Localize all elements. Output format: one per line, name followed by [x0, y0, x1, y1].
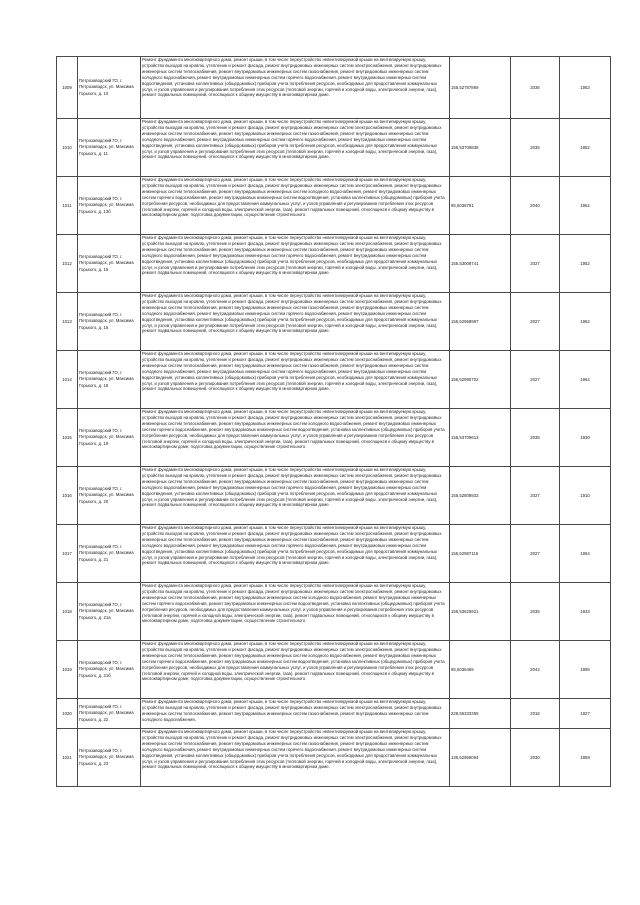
table-row: [57, 729, 611, 787]
cost-cell: [450, 641, 511, 699]
repair-works-cell-text: Ремонт фундамента многоквартирного дома, ремонт крыши, в том числе переустройство невентилируемой крыши на вентилируемую крышу, устройство выходов на кровлю, утепление и ремонт фасада, ремонт внутридомовых инженерных систем электроснабжения, ремонт внутридомовых инженерных систем теплоснабжения, ремонт внутридомовых инженерных систем газоснабжения, ремонт внутридомовых инженерных систем холодного водоснабжения, ремонт внутридомовых инженерных систем горячего водоснабжения, ремонт внутридомовых инженерных систем водоотведения, установка коллективных (общедомовых) приборов учета потребления ресурсов, необходимых для предоставления коммунальных услуг, и узлов управления и регулирования потребления этих ресурсов (тепловой энергии, горячей и холодной воды, электрической энергии, газа), ремонт подвальных помещений, относящихся к общему имуществу в многоквартирном доме.: [142, 119, 442, 160]
address-cell: [78, 409, 141, 467]
address-cell-text: Петрозаводский ГО, г. Петрозаводск, ул. Максима Горького, д. 20: [79, 486, 134, 504]
cost-cell-text: 155,53625921: [451, 608, 479, 614]
cost-cell-text: 229,55333355: [451, 710, 479, 716]
address-cell-text: Петрозаводский ГО, г. Петрозаводск, ул. Максима Горького, д. 21б: [79, 660, 134, 678]
row-number-cell: [57, 351, 78, 409]
repair-works-cell-text: Ремонт фундамента многоквартирного дома, ремонт крыши, в том числе переустройство невентилируемой крыши на вентилируемую крышу, устройство выходов на кровлю, утепление и ремонт фасада, ремонт внутридомовых инженерных систем электроснабжения, ремонт внутридомовых инженерных систем теплоснабжения, ремонт внутридомовых инженерных систем газоснабжения, ремонт внутридомовых инженерных систем холодного водоснабжения, ремонт внутридомовых инженерных систем горячего водоснабжения, ремонт внутридомовых инженерных систем водоотведения, установка коллективных (общедомовых) приборов учета потребления ресурсов, необходимых для предоставления коммунальных услуг, и узлов управления и регулирования потребления этих ресурсов (тепловой энергии, горячей и холодной воды, электрической энергии, газа), ремонт подвальных помещений, относящихся к общему имуществу в многоквартирном доме.: [142, 351, 442, 392]
row-number-cell: [57, 293, 78, 351]
row-number-cell: [57, 641, 78, 699]
planned-year-cell-text: 2027: [530, 260, 540, 266]
cost-cell-text: 155,52968997: [451, 318, 479, 324]
planned-year-cell-text: 2035: [530, 434, 540, 440]
build-year-cell: [560, 177, 611, 235]
cost-cell-text: 95,5036791: [451, 202, 474, 208]
repair-works-cell-text: Ремонт фундамента многоквартирного дома, ремонт крыши, в том числе переустройство невентилируемой крыши на вентилируемую крышу, устройство выходов на кровлю, утепление и ремонт фасада, ремонт внутридомовых инженерных систем электроснабжения, ремонт внутридомовых инженерных систем теплоснабжения, ремонт внутридомовых инженерных систем газоснабжения, ремонт внутридомовых инженерных систем холодного водоснабжения, ремонт внутридомовых инженерных систем горячего водоснабжения, ремонт внутридомовых инженерных систем водоотведения, установка коллективных (общедомовых) приборов учета потребления ресурсов, необходимых для предоставления коммунальных услуг, и узлов управления и регулирования потребления этих ресурсов (тепловой энергии, горячей и холодной воды, электрической энергии, газа), ремонт подвальных помещений, относящихся к общему имуществу в многоквартирном доме.: [142, 57, 442, 98]
repair-works-cell: [141, 351, 450, 409]
build-year-cell: [560, 583, 611, 641]
address-cell: [78, 119, 141, 177]
repair-works-cell: [141, 467, 450, 525]
cost-cell: [450, 699, 511, 729]
row-number-cell: [57, 729, 78, 787]
cost-cell: [450, 729, 511, 787]
repair-works-cell-text: Ремонт фундамента многоквартирного дома, ремонт крыши, в том числе переустройство невентилируемой крыши на вентилируемую крышу, устройство выходов на кровлю, утепление и ремонт фасада, ремонт внутридомовых инженерных систем электроснабжения, ремонт внутридомовых инженерных систем теплоснабжения, ремонт внутридомовых инженерных систем холодного водоснабжения, ремонт внутридомовых инженерных систем горячего водоснабжения, ремонт внутридомовых инженерных систем водоотведения, установка коллективных (общедомовых) приборов учета потребления ресурсов, необходимых для предоставления коммунальных услуг, и узлов управления и регулирования потребления этих ресурсов (тепловой энергии, горячей и холодной воды, электрической энергии, газа), ремонт подвальных помещений, относящихся к общему имуществу в многоквартирном доме, подготовка документации, осуществление строительного: [142, 409, 445, 450]
build-year-cell: [560, 699, 611, 729]
build-year-cell: [560, 351, 611, 409]
repair-works-cell: [141, 583, 450, 641]
planned-year-cell: [511, 699, 560, 729]
build-year-cell-text: 1995: [580, 666, 590, 672]
table-row: [57, 57, 611, 119]
planned-year-cell: [511, 583, 560, 641]
address-cell-text: Петрозаводский ГО, г. Петрозаводск, ул. Максима Горького, д. 10: [79, 78, 134, 96]
build-year-cell: [560, 293, 611, 351]
address-cell-text: Петрозаводский ГО, г. Петрозаводск, ул. Максима Горького, д. 21а: [79, 602, 134, 620]
repair-works-cell: [141, 641, 450, 699]
cost-cell: [450, 351, 511, 409]
address-cell: [78, 293, 141, 351]
address-cell-text: Петрозаводский ГО, г. Петрозаводск, ул. Максима Горького, д. 22: [79, 704, 134, 722]
repair-works-cell: [141, 409, 450, 467]
planned-year-cell: [511, 409, 560, 467]
table-row: [57, 525, 611, 583]
planned-year-cell-text: 2027: [530, 318, 540, 324]
repair-works-cell-text: Ремонт фундамента многоквартирного дома, ремонт крыши, в том числе переустройство невентилируемой крыши на вентилируемую крышу, устройство выходов на кровлю, утепление и ремонт фасада, ремонт внутридомовых инженерных систем электроснабжения, ремонт внутридомовых инженерных систем теплоснабжения, ремонт внутридомовых инженерных систем газоснабжения, ремонт внутридомовых инженерных систем холодного водоснабжения, ремонт внутридомовых инженерных систем горячего водоснабжения, ремонт внутридомовых инженерных систем водоотведения, установка коллективных (общедомовых) приборов учета потребления ресурсов, необходимых для предоставления коммунальных услуг, и узлов управления и регулирования потребления этих ресурсов (тепловой энергии, горячей и холодной воды, электрической энергии, газа), ремонт подвальных помещений, относящихся к общему имуществу в многоквартирном доме.: [142, 293, 442, 334]
repair-works-cell-text: Ремонт фундамента многоквартирного дома, ремонт крыши, в том числе переустройство невентилируемой крыши на вентилируемую крышу, устройство выходов на кровлю, утепление и ремонт фасада, ремонт внутридомовых инженерных систем электроснабжения, ремонт внутридомовых инженерных систем теплоснабжения, ремонт внутридомовых инженерных систем холодного водоснабжения, ремонт внутридомовых инженерных систем горячего водоснабжения, ремонт внутридомовых инженерных систем водоотведения, установка коллективных (общедомовых) приборов учета потребления ресурсов, необходимых для предоставления коммунальных услуг, и узлов управления и регулирования потребления этих ресурсов (тепловой энергии, горячей и холодной воды, электрической энергии, газа), ремонт подвальных помещений, относящихся к общему имуществу в многоквартирном доме, подготовка документации, осуществление строительного: [142, 583, 445, 624]
planned-year-cell-text: 2027: [530, 376, 540, 382]
repair-works-cell: [141, 235, 450, 293]
row-number-cell-text: 1018: [62, 608, 72, 614]
planned-year-cell-text: 2035: [530, 144, 540, 150]
row-number-cell: [57, 525, 78, 583]
build-year-cell: [560, 235, 611, 293]
planned-year-cell: [511, 467, 560, 525]
table-row: [57, 699, 611, 729]
table-row: [57, 467, 611, 525]
address-cell-text: Петрозаводский ГО, г. Петрозаводск, ул. Максима Горького, д. 18: [79, 370, 134, 388]
address-cell-text: Петрозаводский ГО, г. Петрозаводск, ул. Максима Горького, д. 23: [79, 748, 134, 766]
table-row: [57, 119, 611, 177]
cost-cell-text: 155,52787869: [451, 84, 479, 90]
row-number-cell-text: 1020: [62, 710, 72, 716]
capital-repair-table: [56, 56, 611, 787]
row-number-cell-text: 1009: [62, 84, 72, 90]
address-cell: [78, 235, 141, 293]
cost-cell-text: 155,52987115: [451, 550, 479, 556]
row-number-cell-text: 1012: [62, 260, 72, 266]
address-cell-text: Петрозаводский ГО, г. Петрозаводск, ул. Максима Горького, д. 16: [79, 312, 134, 330]
planned-year-cell-text: 2036: [530, 84, 540, 90]
repair-works-cell: [141, 119, 450, 177]
planned-year-cell: [511, 57, 560, 119]
planned-year-cell: [511, 641, 560, 699]
table-body: [57, 57, 611, 787]
planned-year-cell: [511, 729, 560, 787]
repair-works-cell-text: Ремонт фундамента многоквартирного дома, ремонт крыши, в том числе переустройство невентилируемой крыши на вентилируемую крышу, устройство выходов на кровлю, утепление и ремонт фасада, ремонт внутридомовых инженерных систем электроснабжения, ремонт внутридомовых инженерных систем теплоснабжения, ремонт внутридомовых инженерных систем газоснабжения, ремонт внутридомовых инженерных систем холодного водоснабжения, ремонт внутридомовых инженерных систем горячего водоснабжения, ремонт внутридомовых инженерных систем водоотведения, установка коллективных (общедомовых) приборов учета потребления ресурсов, необходимых для предоставления коммунальных услуг, и узлов управления и регулирования потребления этих ресурсов (тепловой энергии, горячей и холодной воды, электрической энергии, газа), ремонт подвальных помещений, относящихся к общему имуществу в многоквартирном доме.: [142, 525, 442, 566]
build-year-cell-text: 1927: [580, 710, 590, 716]
build-year-cell-text: 1962: [580, 318, 590, 324]
table-row: [57, 293, 611, 351]
cost-cell: [450, 293, 511, 351]
cost-cell-text: 155,53709838: [451, 144, 479, 150]
repair-works-cell: [141, 525, 450, 583]
cost-cell: [450, 409, 511, 467]
row-number-cell: [57, 699, 78, 729]
build-year-cell-text: 1952: [580, 144, 590, 150]
planned-year-cell: [511, 525, 560, 583]
build-year-cell-text: 1964: [580, 376, 590, 382]
build-year-cell: [560, 641, 611, 699]
repair-works-cell: [141, 293, 450, 351]
cost-cell: [450, 57, 511, 119]
cost-cell-text: 155,53008741: [451, 260, 479, 266]
build-year-cell-text: 1959: [580, 754, 590, 760]
cost-cell: [450, 525, 511, 583]
build-year-cell: [560, 119, 611, 177]
build-year-cell-text: 1930: [580, 434, 590, 440]
build-year-cell-text: 1933: [580, 608, 590, 614]
row-number-cell-text: 1011: [62, 202, 72, 208]
planned-year-cell-text: 2027: [530, 492, 540, 498]
planned-year-cell: [511, 119, 560, 177]
repair-works-cell-text: Ремонт фундамента многоквартирного дома, ремонт крыши, в том числе переустройство невентилируемой крыши на вентилируемую крышу, устройство выходов на кровлю, утепление и ремонт фасада, ремонт внутридомовых инженерных систем электроснабжения, ремонт внутридомовых инженерных систем теплоснабжения, ремонт внутридомовых инженерных систем холодного водоснабжения, ремонт внутридомовых инженерных систем горячего водоснабжения, ремонт внутридомовых инженерных систем водоотведения, установка коллективных (общедомовых) приборов учета потребления ресурсов, необходимых для предоставления коммунальных услуг, и узлов управления и регулирования потребления этих ресурсов (тепловой энергии, горячей и холодной воды, электрической энергии, газа), ремонт подвальных помещений, относящихся к общему имуществу в многоквартирном доме, подготовка документации, осуществление строительного: [142, 177, 445, 218]
address-cell: [78, 57, 141, 119]
address-cell: [78, 583, 141, 641]
repair-works-cell: [141, 729, 450, 787]
repair-works-cell: [141, 177, 450, 235]
row-number-cell: [57, 235, 78, 293]
planned-year-cell: [511, 351, 560, 409]
repair-works-cell-text: Ремонт фундамента многоквартирного дома, ремонт крыши, в том числе переустройство невентилируемой крыши на вентилируемую крышу, устройство выходов на кровлю, утепление и ремонт фасада, ремонт внутридомовых инженерных систем электроснабжения, ремонт внутридомовых инженерных систем теплоснабжения, ремонт внутридомовых инженерных систем газоснабжения, ремонт внутридомовых инженерных систем холодного водоснабжения,: [142, 699, 442, 722]
row-number-cell: [57, 119, 78, 177]
planned-year-cell-text: 2030: [530, 754, 540, 760]
cost-cell: [450, 119, 511, 177]
row-number-cell-text: 1014: [62, 376, 72, 382]
row-number-cell: [57, 409, 78, 467]
build-year-cell-text: 1952: [580, 260, 590, 266]
cost-cell-text: 155,52808933: [451, 492, 479, 498]
row-number-cell-text: 1016: [62, 492, 72, 498]
row-number-cell: [57, 583, 78, 641]
build-year-cell: [560, 525, 611, 583]
address-cell-text: Петрозаводский ГО, г. Петрозаводск, ул. Максима Горького, д. 11: [79, 138, 134, 156]
address-cell-text: Петрозаводский ГО, г. Петрозаводск, ул. Максима Горького, д. 13б: [79, 196, 134, 214]
repair-works-cell-text: Ремонт фундамента многоквартирного дома, ремонт крыши, в том числе переустройство невентилируемой крыши на вентилируемую крышу, устройство выходов на кровлю, утепление и ремонт фасада, ремонт внутридомовых инженерных систем электроснабжения, ремонт внутридомовых инженерных систем теплоснабжения, ремонт внутридомовых инженерных систем газоснабжения, ремонт внутридомовых инженерных систем холодного водоснабжения, ремонт внутридомовых инженерных систем горячего водоснабжения, ремонт внутридомовых инженерных систем водоотведения, установка коллективных (общедомовых) приборов учета потребления ресурсов, необходимых для предоставления коммунальных услуг, и узлов управления и регулирования потребления этих ресурсов (тепловой энергии, горячей и холодной воды, электрической энергии, газа), ремонт подвальных помещений, относящихся к общему имуществу в многоквартирном доме.: [142, 729, 442, 770]
row-number-cell-text: 1017: [62, 550, 72, 556]
repair-works-cell-text: Ремонт фундамента многоквартирного дома, ремонт крыши, в том числе переустройство невентилируемой крыши на вентилируемую крышу, устройство выходов на кровлю, утепление и ремонт фасада, ремонт внутридомовых инженерных систем электроснабжения, ремонт внутридомовых инженерных систем теплоснабжения, ремонт внутридомовых инженерных систем газоснабжения, ремонт внутридомовых инженерных систем холодного водоснабжения, ремонт внутридомовых инженерных систем горячего водоснабжения, ремонт внутридомовых инженерных систем водоотведения, установка коллективных (общедомовых) приборов учета потребления ресурсов, необходимых для предоставления коммунальных услуг, и узлов управления и регулирования потребления этих ресурсов (тепловой энергии, горячей и холодной воды, электрической энергии, газа), ремонт подвальных помещений, относящихся к общему имуществу в многоквартирном доме.: [142, 467, 442, 508]
row-number-cell-text: 1019: [62, 666, 72, 672]
table-row: [57, 583, 611, 641]
address-cell-text: Петрозаводский ГО, г. Петрозаводск, ул. Максима Горького, д. 15: [79, 254, 134, 272]
row-number-cell-text: 1015: [62, 434, 72, 440]
cost-cell-text: 155,52990702: [451, 376, 479, 382]
build-year-cell: [560, 467, 611, 525]
table-row: [57, 641, 611, 699]
address-cell: [78, 699, 141, 729]
build-year-cell-text: 1954: [580, 550, 590, 556]
planned-year-cell-text: 2040: [530, 202, 540, 208]
row-number-cell-text: 1010: [62, 144, 72, 150]
cost-cell-text: 95,5036469: [451, 666, 474, 672]
address-cell-text: Петрозаводский ГО, г. Петрозаводск, ул. Максима Горького, д. 21: [79, 544, 134, 562]
repair-works-cell-text: Ремонт фундамента многоквартирного дома, ремонт крыши, в том числе переустройство невентилируемой крыши на вентилируемую крышу, устройство выходов на кровлю, утепление и ремонт фасада, ремонт внутридомовых инженерных систем электроснабжения, ремонт внутридомовых инженерных систем теплоснабжения, ремонт внутридомовых инженерных систем холодного водоснабжения, ремонт внутридомовых инженерных систем горячего водоснабжения, ремонт внутридомовых инженерных систем водоотведения, установка коллективных (общедомовых) приборов учета потребления ресурсов, необходимых для предоставления коммунальных услуг, и узлов управления и регулирования потребления этих ресурсов (тепловой энергии, горячей и холодной воды, электрической энергии, газа), ремонт подвальных помещений, относящихся к общему имуществу в многоквартирном доме, подготовка документации, осуществление строительного: [142, 641, 445, 682]
build-year-cell: [560, 57, 611, 119]
cost-cell: [450, 583, 511, 641]
cost-cell-text: 135,52959094: [451, 754, 479, 760]
address-cell: [78, 729, 141, 787]
cost-cell: [450, 177, 511, 235]
planned-year-cell: [511, 177, 560, 235]
table-row: [57, 235, 611, 293]
build-year-cell: [560, 409, 611, 467]
build-year-cell-text: 1910: [580, 492, 590, 498]
row-number-cell: [57, 177, 78, 235]
repair-works-cell: [141, 699, 450, 729]
planned-year-cell-text: 2027: [530, 550, 540, 556]
planned-year-cell-text: 2035: [530, 608, 540, 614]
address-cell: [78, 467, 141, 525]
build-year-cell-text: 1953: [580, 84, 590, 90]
table-row: [57, 351, 611, 409]
planned-year-cell-text: 2042: [530, 666, 540, 672]
repair-works-cell-text: Ремонт фундамента многоквартирного дома, ремонт крыши, в том числе переустройство невентилируемой крыши на вентилируемую крышу, устройство выходов на кровлю, утепление и ремонт фасада, ремонт внутридомовых инженерных систем электроснабжения, ремонт внутридомовых инженерных систем теплоснабжения, ремонт внутридомовых инженерных систем газоснабжения, ремонт внутридомовых инженерных систем холодного водоснабжения, ремонт внутридомовых инженерных систем горячего водоснабжения, ремонт внутридомовых инженерных систем водоотведения, установка коллективных (общедомовых) приборов учета потребления ресурсов, необходимых для предоставления коммунальных услуг, и узлов управления и регулирования потребления этих ресурсов (тепловой энергии, горячей и холодной воды, электрической энергии, газа), ремонт подвальных помещений, относящихся к общему имуществу в многоквартирном доме.: [142, 235, 442, 276]
build-year-cell-text: 1962: [580, 202, 590, 208]
address-cell-text: Петрозаводский ГО, г. Петрозаводск, ул. Максима Горького, д. 19: [79, 428, 134, 446]
repair-works-cell: [141, 57, 450, 119]
cost-cell: [450, 235, 511, 293]
cost-cell: [450, 467, 511, 525]
row-number-cell-text: 1013: [62, 318, 72, 324]
build-year-cell: [560, 729, 611, 787]
row-number-cell: [57, 467, 78, 525]
address-cell: [78, 177, 141, 235]
address-cell: [78, 351, 141, 409]
address-cell: [78, 525, 141, 583]
table-row: [57, 409, 611, 467]
row-number-cell: [57, 57, 78, 119]
address-cell: [78, 641, 141, 699]
planned-year-cell-text: 2016: [530, 710, 540, 716]
planned-year-cell: [511, 293, 560, 351]
planned-year-cell: [511, 235, 560, 293]
row-number-cell-text: 1021: [62, 754, 72, 760]
table-row: [57, 177, 611, 235]
cost-cell-text: 155,53709613: [451, 434, 479, 440]
